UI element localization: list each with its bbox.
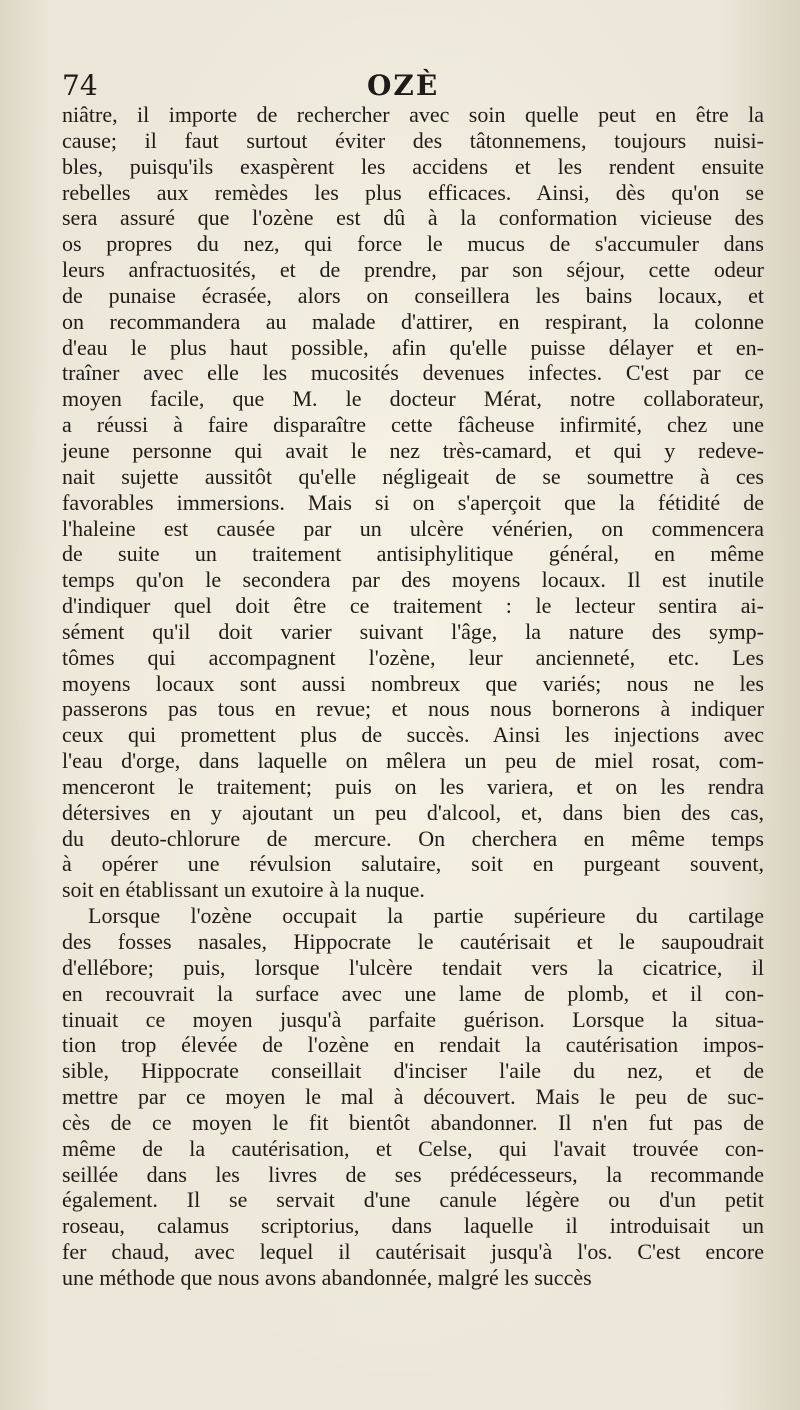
text-line: même de la cautérisation, et Celse, qui l'avait trouvée con-: [62, 1135, 764, 1161]
paragraph: [62, 903, 764, 1291]
text-line: cès de ce moyen le fit bientôt abandonner. Il n'en fut pas de: [62, 1109, 764, 1135]
text-line: sément qu'il doit varier suivant l'âge, la nature des symp-: [62, 618, 764, 644]
text-line: des fosses nasales, Hippocrate le cautérisait et le saupoudrait: [62, 929, 764, 954]
text-line: seillée dans les livres de ses prédécesseurs, la recommande: [62, 1161, 764, 1187]
text-line: roseau, calamus scriptorius, dans laquelle il introduisait un: [62, 1213, 764, 1239]
text-line: tion trop élevée de l'ozène en rendait la cautérisation impos-: [62, 1032, 764, 1058]
text-line: fer chaud, avec lequel il cautérisait jusqu'à l'os. C'est encore: [62, 1239, 764, 1265]
text-line: du deuto-chlorure de mercure. On cherchera en même temps: [62, 825, 764, 851]
text-line: temps qu'on le secondera par des moyens locaux. Il est inutile: [62, 567, 764, 593]
text-line: nait sujette aussitôt qu'elle négligeait de se soumettre à ces: [62, 463, 764, 489]
text-line: l'eau d'orge, dans laquelle on mêlera un peu de miel rosat, com-: [62, 748, 764, 774]
text-line: soit en établissant un exutoire à la nuque.: [62, 877, 425, 903]
text-line: tômes qui accompagnent l'ozène, leur ancienneté, etc. Les: [62, 644, 764, 670]
text-line: de suite un traitement antisiphylitique général, en même: [62, 541, 764, 567]
text-line: mettre par ce moyen le mal à découvert. Mais le peu de suc-: [62, 1084, 764, 1110]
text-line: favorables immersions. Mais si on s'aperçoit que la fétidité de: [62, 489, 764, 515]
text-line: leurs anfractuosités, et de prendre, par son séjour, cette odeur: [62, 257, 764, 283]
text-line: moyen facile, que M. le docteur Mérat, notre collaborateur,: [62, 386, 764, 412]
text-line: à opérer une révulsion salutaire, soit en purgeant souvent,: [62, 851, 764, 877]
page-number: 74: [62, 69, 98, 102]
text-line: détersives en y ajoutant un peu d'alcool, et, dans bien des cas,: [62, 799, 764, 825]
text-line: on recommandera au malade d'attirer, en respirant, la colonne: [62, 308, 764, 334]
text-line: Lorsque l'ozène occupait la partie supérieure du cartilage: [88, 903, 764, 929]
text-line: en recouvrait la surface avec une lame de plomb, et il con-: [62, 980, 764, 1006]
text-line: moyens locaux sont aussi nombreux que variés; nous ne les: [62, 670, 764, 696]
text-line: d'indiquer quel doit être ce traitement : le lecteur sentira ai-: [62, 593, 764, 619]
text-line: os propres du nez, qui force le mucus de s'accumuler dans: [62, 231, 764, 257]
running-head: OZÈ: [367, 69, 440, 102]
page-header: [62, 66, 742, 106]
text-line: rebelles aux remèdes les plus efficaces. Ainsi, dès qu'on se: [62, 179, 764, 205]
text-line: d'eau le plus haut possible, afin qu'elle puisse délayer et en-: [62, 334, 764, 360]
text-line: passerons pas tous en revue; et nous nous bornerons à indiquer: [62, 696, 764, 722]
text-line: également. Il se servait d'une canule légère ou d'un petit: [62, 1187, 764, 1213]
text-line: traîner avec elle les mucosités devenues infectes. C'est par ce: [62, 360, 764, 386]
paragraph: [62, 102, 764, 903]
text-line: sera assuré que l'ozène est dû à la conformation vicieuse des: [62, 205, 764, 231]
text-line: l'haleine est causée par un ulcère vénérien, on commencera: [62, 515, 764, 541]
text-line: sible, Hippocrate conseillait d'inciser l'aile du nez, et de: [62, 1058, 764, 1084]
text-line: tinuait ce moyen jusqu'à parfaite guérison. Lorsque la situa-: [62, 1006, 764, 1032]
text-line: cause; il faut surtout éviter des tâtonnemens, toujours nuisi-: [62, 127, 764, 153]
text-line: de punaise écrasée, alors on conseillera les bains locaux, et: [62, 282, 764, 308]
text-line: une méthode que nous avons abandonnée, malgré les succès: [62, 1264, 592, 1290]
text-line: jeune personne qui avait le nez très-camard, et qui y redeve-: [62, 437, 764, 463]
body-text: [62, 102, 764, 1291]
text-line: bles, puisqu'ils exaspèrent les accidens et les rendent ensuite: [62, 153, 764, 179]
text-line: a réussi à faire disparaître cette fâcheuse infirmité, chez une: [62, 412, 764, 438]
text-line: menceront le traitement; puis on les variera, et on les rendra: [62, 773, 764, 799]
text-line: ceux qui promettent plus de succès. Ainsi les injections avec: [62, 722, 764, 748]
text-line: niâtre, il importe de rechercher avec soin quelle peut en être la: [62, 102, 764, 127]
text-line: d'ellébore; puis, lorsque l'ulcère tendait vers la cicatrice, il: [62, 954, 764, 980]
